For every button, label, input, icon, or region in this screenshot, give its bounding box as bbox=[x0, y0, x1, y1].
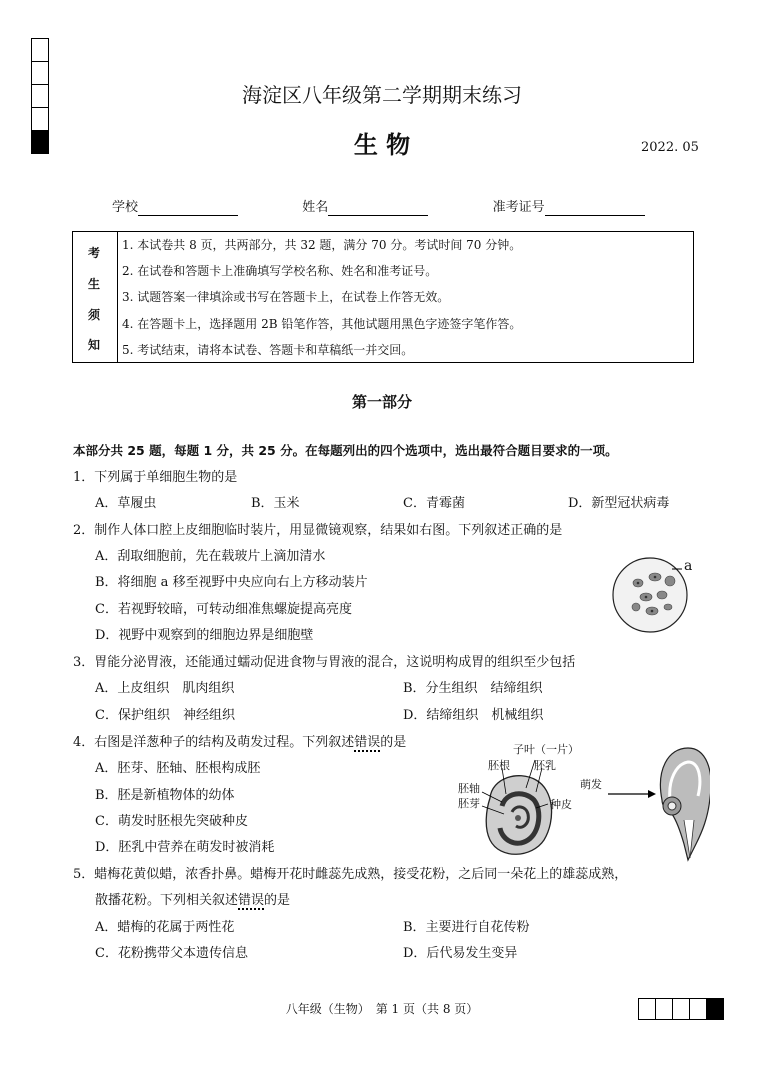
school-field[interactable] bbox=[138, 201, 238, 216]
notice-item: 3. 试题答案一律填涂或书写在答题卡上，在试卷上作答无效。 bbox=[122, 290, 450, 304]
q1-option-b: B．玉米 bbox=[251, 496, 300, 511]
fig-label-radicle: 胚根 bbox=[488, 759, 510, 772]
q1-option-a: A．草履虫 bbox=[95, 496, 157, 511]
alignment-marks-bottom-right bbox=[638, 998, 724, 1020]
q5-emphasis: 错误 bbox=[238, 893, 265, 908]
q5-option-d: D．后代易发生变异 bbox=[403, 946, 518, 961]
school-label: 学校 bbox=[112, 200, 139, 215]
section-instruction: 本部分共 25 题，每题 1 分，共 25 分。在每题列出的四个选项中，选出最符合题目要求的一项。 bbox=[73, 443, 618, 458]
q4-option-a: A．胚芽、胚轴、胚根构成胚 bbox=[95, 761, 261, 776]
q3-option-c: C．保护组织 神经组织 bbox=[95, 708, 235, 723]
notice-item: 5. 考试结束，请将本试卷、答题卡和草稿纸一并交回。 bbox=[122, 343, 414, 357]
notice-item: 2. 在试卷和答题卡上准确填写学校名称、姓名和准考证号。 bbox=[122, 264, 438, 278]
notice-char: 生 bbox=[88, 277, 101, 291]
q3-option-a: A．上皮组织 肌肉组织 bbox=[95, 681, 235, 696]
q2-option-d: D．视野中观察到的细胞边界是细胞壁 bbox=[95, 628, 314, 643]
q5-option-b: B．主要进行自花传粉 bbox=[403, 920, 530, 935]
ticket-field[interactable] bbox=[545, 201, 645, 216]
q4-option-d: D．胚乳中营养在萌发时被消耗 bbox=[95, 840, 275, 855]
fig-label-cotyledon: 子叶（一片） bbox=[513, 743, 579, 756]
fig-label-plumule: 胚芽 bbox=[458, 797, 480, 810]
fig-label-hypocotyl: 胚轴 bbox=[458, 782, 480, 795]
q2-option-b: B．将细胞 a 移至视野中央应向右上方移动装片 bbox=[95, 575, 368, 590]
q2-option-c: C．若视野较暗，可转动细准焦螺旋提高亮度 bbox=[95, 602, 352, 617]
q3-option-d: D．结缔组织 机械组织 bbox=[403, 708, 544, 723]
q5-stem-line2: 散播花粉。下列相关叙述错误的是 bbox=[95, 893, 291, 908]
section-title: 第一部分 bbox=[351, 393, 412, 411]
q3-option-b: B．分生组织 结缔组织 bbox=[403, 681, 543, 696]
name-label: 姓名 bbox=[302, 200, 329, 215]
q1-option-d: D．新型冠状病毒 bbox=[568, 496, 670, 511]
exam-title: 海淀区八年级第二学期期末练习 bbox=[242, 83, 522, 107]
page-footer: 八年级（生物） 第 1 页（共 8 页） bbox=[285, 1002, 479, 1016]
notice-item: 1. 本试卷共 8 页，共两部分，共 32 题，满分 70 分。考试时间 70 分钟。 bbox=[122, 238, 522, 252]
q2-option-a: A．刮取细胞前，先在载玻片上滴加清水 bbox=[95, 549, 326, 564]
q4-emphasis: 错误 bbox=[354, 735, 381, 750]
subject-title: 生 物 bbox=[353, 130, 411, 159]
fig-label-a: a bbox=[684, 558, 693, 574]
ticket-label: 准考证号 bbox=[492, 200, 545, 215]
exam-date: 2022. 05 bbox=[641, 140, 699, 155]
fig-label-endosperm: 胚乳 bbox=[534, 759, 556, 772]
q4-option-b: B．胚是新植物体的幼体 bbox=[95, 788, 235, 803]
q4-stem: 4．右图是洋葱种子的结构及萌发过程。下列叙述错误的是 bbox=[73, 735, 407, 750]
notice-char: 知 bbox=[88, 338, 101, 352]
notice-side-label bbox=[73, 232, 118, 362]
q5-stem-line1: 5．蜡梅花黄似蜡，浓香扑鼻。蜡梅开花时雌蕊先成熟，接受花粉，之后同一朵花上的雄蕊成熟， bbox=[73, 867, 628, 882]
q2-stem: 2．制作人体口腔上皮细胞临时装片，用显微镜观察，结果如右图。下列叙述正确的是 bbox=[73, 523, 563, 538]
notice-item: 4. 在答题卡上，选择题用 2B 铅笔作答，其他试题用黑色字迹签字笔作答。 bbox=[122, 317, 522, 331]
q5-option-c: C．花粉携带父本遗传信息 bbox=[95, 946, 248, 961]
q4-option-c: C．萌发时胚根先突破种皮 bbox=[95, 814, 248, 829]
student-info-row bbox=[112, 200, 645, 216]
fig-label-germinate: 萌发 bbox=[580, 778, 602, 791]
exam-notice-box bbox=[72, 231, 694, 363]
fig-label-seed-coat: 种皮 bbox=[550, 798, 572, 811]
q3-stem: 3．胃能分泌胃液，还能通过蠕动促进食物与胃液的混合，这说明构成胃的组织至少包括 bbox=[73, 655, 576, 670]
q1-stem: 1．下列属于单细胞生物的是 bbox=[73, 470, 238, 485]
q5-option-a: A．蜡梅的花属于两性花 bbox=[95, 920, 235, 935]
onion-seed-figure bbox=[440, 740, 710, 865]
notice-char: 须 bbox=[88, 308, 101, 322]
name-field[interactable] bbox=[328, 201, 428, 216]
q1-option-c: C．青霉菌 bbox=[403, 496, 465, 511]
notice-char: 考 bbox=[88, 246, 101, 260]
